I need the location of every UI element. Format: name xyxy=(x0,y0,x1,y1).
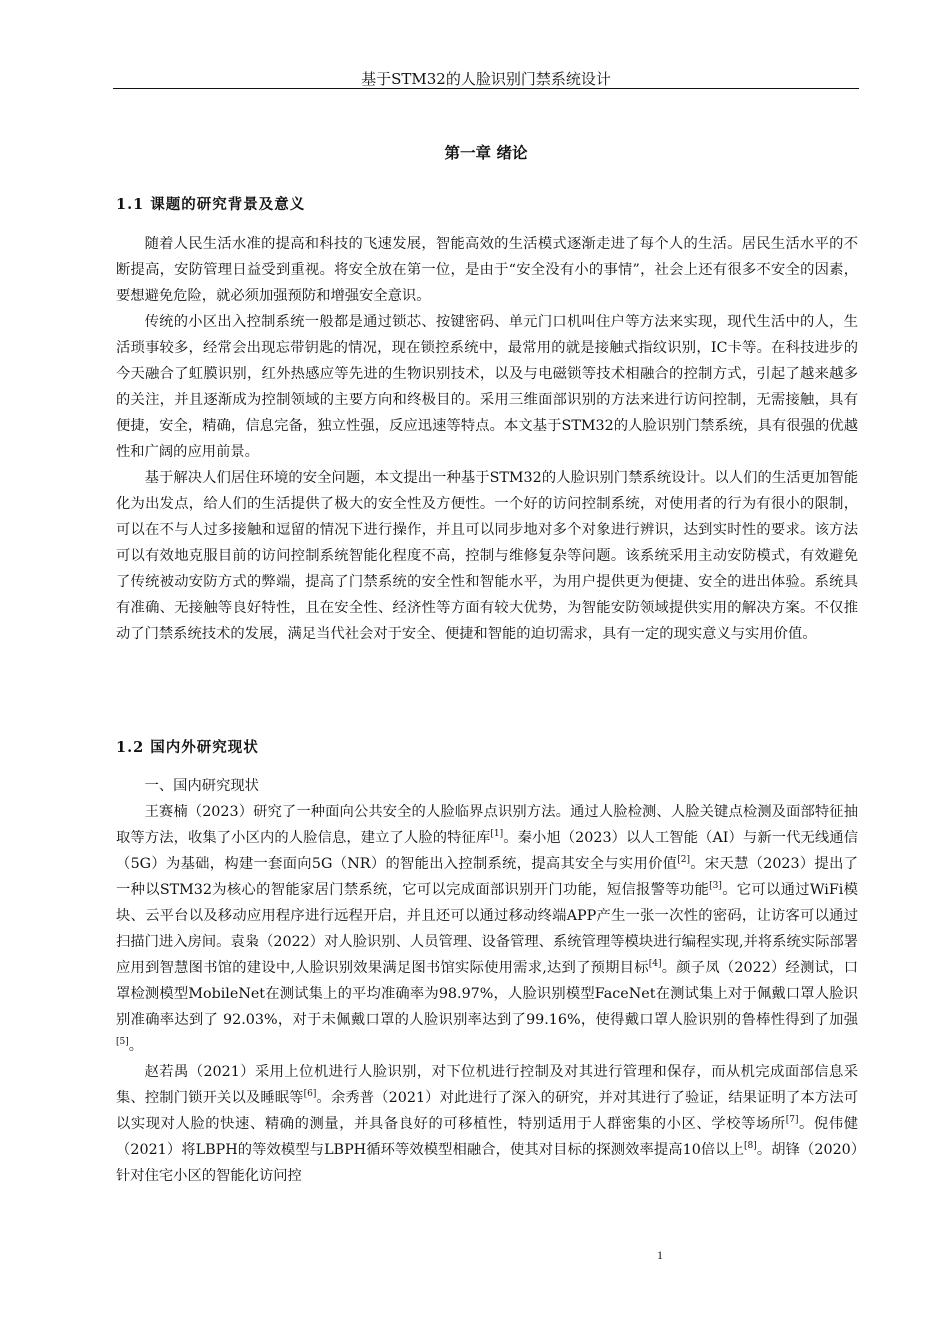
paragraph: 基于解决人们居住环境的安全问题，本文提出一种基于STM32的人脸识别门禁系统设计。以人们的生活更加智能化为出发点，给人们的生活提供了极大的安全性及方便性。一个好的访问控制系统，对使用者的行为有很小的限制，可以在不与人过多接触和逗留的情况下进行操作，并且可以同步地对多个对象进行辨识，达到实时性的要求。该方法可以有效地克服目前的访问控制系统智能化程度不高，控制与维修复杂等问题。该系统采用主动安防模式，有效避免了传统被动安防方式的弊端，提高了门禁系统的安全性和智能水平，为用户提供更为便捷、安全的进出体验。系统具有准确、无接触等良好特性，且在安全性、经济性等方面有较大优势，为智能安防领域提供实用的解决方案。不仅推动了门禁系统技术的发展，满足当代社会对于安全、便捷和智能的迫切需求，具有一定的现实意义与实用价值。 xyxy=(116,470,858,642)
section-heading-1-1: 1.1 课题的研究背景及意义 xyxy=(116,196,306,213)
citation-marker: [3] xyxy=(709,881,722,891)
paragraph: 传统的小区出入控制系统一般都是通过锁芯、按键密码、单元门口机叫住户等方法来实现，现代生活中的人，生活琐事较多，经常会出现忘带钥匙的情况，现在锁控系统中，最常用的就是接触式指纹识别，IC卡等。在科技进步的今天融合了虹膜识别，红外热感应等先进的生物识别技术，以及与电磁锁等技术相融合的控制方式，引起了越来越多的关注，并且逐渐成为控制领域的主要方向和终极目的。采用三维面部识别的方法来进行访问控制，无需接触，具有便捷，安全，精确，信息完备，独立性强，反应迅速等特点。本文基于STM32的人脸识别门禁系统，具有很强的优越性和广阔的应用前景。 xyxy=(116,314,858,460)
paragraph-text: 。它可以通过WiFi模块、云平台以及移动应用程序进行远程开启，并且还可以通过移动终端APP产生一张一次性的密码，让访客可以通过扫描门进入房间。袁枭（2022）对人脸识别、人员管理、设备管理、系统管理等模块进行编程实现,并将系统实际部署应用到智慧图书馆的建设中,人脸识别效果满足图书馆实际使用需求,达到了预期目标 xyxy=(116,882,858,976)
paragraph-text: 。秦小旭（2023）以人工智能（AI）与新一代无线通信（5G）为基础，构建一套面向5G（NR）的智能出入控制系统，提高其安全与实用价值 xyxy=(116,830,859,872)
section-1-1-body xyxy=(116,231,858,647)
citation-marker: [8] xyxy=(744,1141,757,1151)
paragraph-text: 。宋天慧（2023）提出了一种以STM32为核心的智能家居门禁系统，它可以完成面部识别开门功能，短信报警等功能 xyxy=(116,856,858,898)
paragraph-text: 。倪伟健（2021）将LBPH的等效模型与LBPH循环等效模型相融合，使其对目标的探测效率提高10倍以上 xyxy=(116,1116,858,1158)
paragraph xyxy=(116,1059,858,1189)
citation-marker: [7] xyxy=(785,1115,799,1125)
paragraph: 随着人民生活水准的提高和科技的飞速发展，智能高效的生活模式逐渐走进了每个人的生活。居民生活水平的不断提高，安防管理日益受到重视。将安全放在第一位，是由于“安全没有小的事情”，社会上还有很多不安全的因素，要想避免危险，就必须加强预防和增强安全意识。 xyxy=(116,236,858,304)
paragraph-text: 。 xyxy=(128,1038,144,1054)
running-header: 基于STM32的人脸识别门禁系统设计 xyxy=(361,70,611,88)
subheading: 一、国内研究现状 xyxy=(144,778,259,794)
page-number: 1 xyxy=(657,1248,663,1262)
citation-marker: [1] xyxy=(490,829,504,839)
header-divider xyxy=(113,88,859,89)
paragraph-text: 。余秀普（2021）对此进行了深入的研究，并对其进行了验证，结果证明了本方法可以实现对人脸的快速、精确的测量，并具备良好的可移植性，特别适用于人群密集的小区、学校等场所 xyxy=(116,1090,859,1132)
paragraph-text: 赵若禺（2021）采用上位机进行人脸识别，对下位机进行控制及对其进行管理和保存，而从机完成面部信息采集、控制门锁开关以及睡眠等 xyxy=(116,1064,858,1106)
chapter-title: 第一章 绪论 xyxy=(444,143,528,162)
section-1-2-body xyxy=(116,773,858,1189)
paragraph-text: 。胡锋（2020）针对住宅小区的智能化访问控 xyxy=(116,1142,859,1184)
paragraph xyxy=(116,799,858,1059)
citation-marker: [6] xyxy=(303,1089,317,1099)
citation-marker: [5] xyxy=(116,1037,129,1047)
paragraph-text: 王赛楠（2023）研究了一种面向公共安全的人脸临界点识别方法。通过人脸检测、人脸关键点检测及面部特征抽取等方法，收集了小区内的人脸信息，建立了人脸的特征库 xyxy=(116,804,858,846)
paragraph-text: 。颜子凤（2022）经测试，口罩检测模型MobileNet在测试集上的平均准确率为98.97%，人脸识别模型FaceNet在测试集上对于佩戴口罩人脸识别准确率达到了 92.03%，对于未佩戴口罩的人脸识别率达到了99.16%，使得戴口罩人脸识别的鲁棒性得到了加强 xyxy=(116,960,858,1028)
citation-marker: [4] xyxy=(648,959,662,969)
section-heading-1-2: 1.2 国内外研究现状 xyxy=(116,739,259,756)
citation-marker: [2] xyxy=(677,855,690,865)
